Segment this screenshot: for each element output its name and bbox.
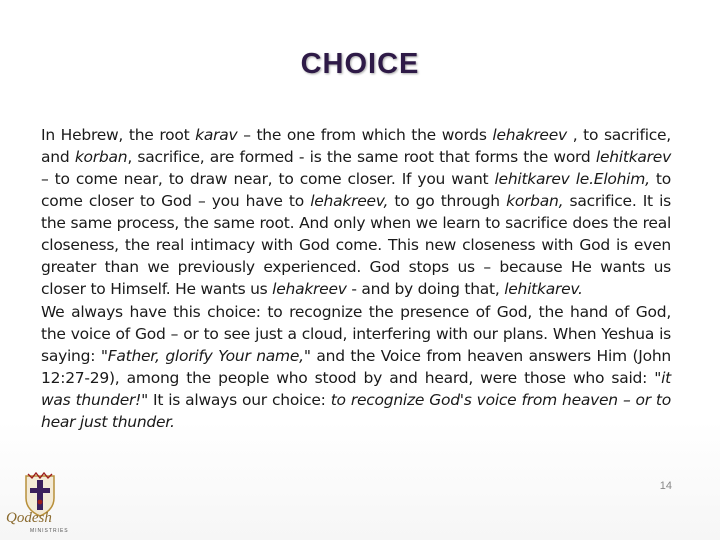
text-run: sacrifice. It is the same process, the same root. And only when we learn to sacrifice does the real closeness, the real intimacy with God come. This new closeness with God is even greater than we previously experienced. God stops us – because He wants us closer to Himself. He wants us (41, 192, 671, 298)
page-number: 14 (659, 480, 672, 492)
text-run: , to sacrifice, and (41, 126, 671, 166)
italic-text-run: korban (74, 148, 128, 166)
italic-text-run: lehitkarev (595, 148, 671, 166)
slide-title: CHOICE (300, 48, 420, 80)
text-run: We always have this choice: to recognize the presence of God, the hand of God, the voice of God – or to see just a cloud, interfering with our plans. When Yeshua is saying: " (41, 303, 671, 365)
italic-text-run: korban, (506, 192, 564, 210)
italic-text-run: lehakreev, (310, 192, 389, 210)
italic-text-run: lehitkarev. (504, 280, 583, 298)
text-run: - and by doing that, (346, 280, 505, 298)
text-run: – the one from which the words (237, 126, 493, 144)
italic-text-run: lehitkarev le.Elohim, (494, 170, 650, 188)
italic-text-run: Father, glorify Your name, (107, 347, 304, 365)
italic-text-run: to recognize God's voice from heaven – or to hear just thunder. (41, 391, 671, 431)
text-run: to go through (388, 192, 507, 210)
paragraph-2 (41, 301, 671, 433)
text-run: – to come near, to draw near, to come closer. If you want (41, 170, 495, 188)
paragraph-1 (41, 124, 671, 300)
italic-text-run: lehakreev (492, 126, 567, 144)
text-run: " It is always our choice: (141, 391, 331, 409)
italic-text-run: lehakreev (272, 280, 347, 298)
text-run: to come closer to God – you have to (41, 170, 671, 210)
italic-text-run: it was thunder! (41, 369, 671, 409)
italic-text-run: karav (195, 126, 238, 144)
text-run: " and the Voice from heaven answers Him (John 12:27-29), among the people who stood by and heard, were those who said: " (41, 347, 671, 387)
logo-sub-text: MINISTRIES (30, 528, 69, 534)
logo-script-text: Qodesh (6, 510, 52, 526)
text-run: , sacrifice, are formed - is the same root that forms the word (127, 148, 596, 166)
slide-body (41, 124, 671, 433)
text-run: In Hebrew, the root (41, 126, 196, 144)
